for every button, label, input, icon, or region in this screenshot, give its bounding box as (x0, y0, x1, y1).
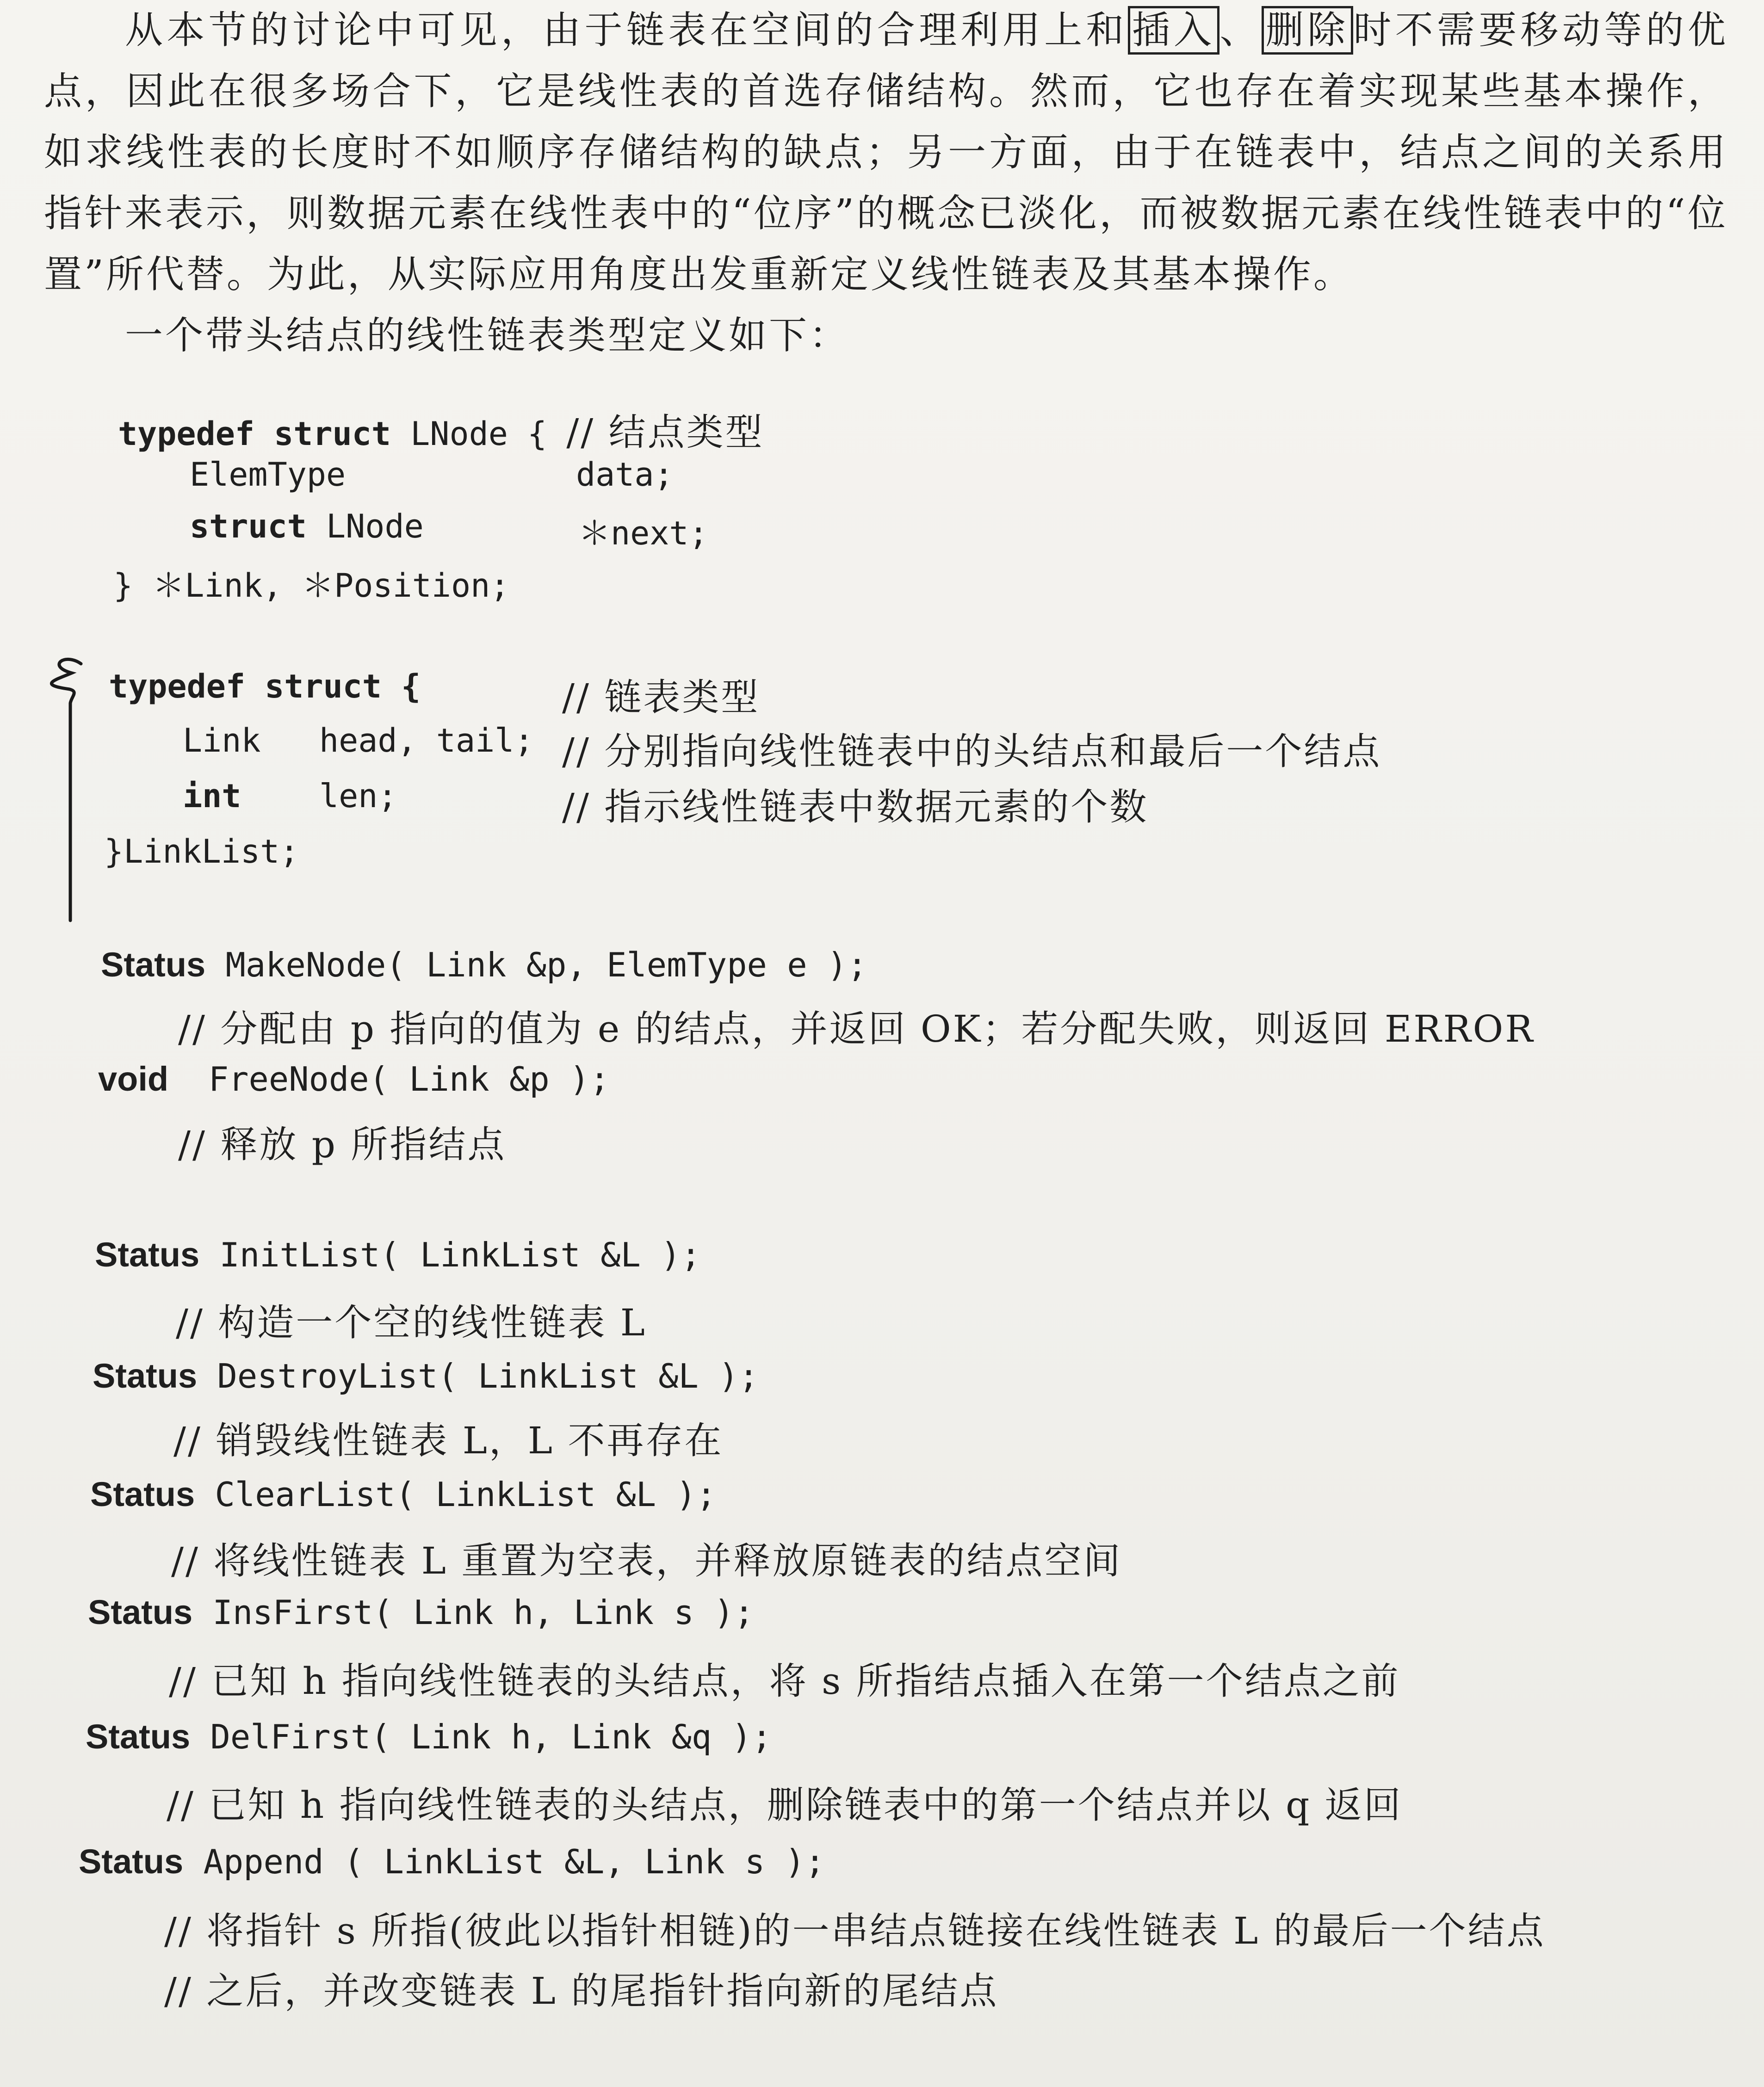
fn-clearlist-signature (90, 1475, 716, 1514)
fn-append-signature (79, 1842, 825, 1881)
para1-text-a: 从本节的讨论中可见，由于链表在空间的合理利用上和 (125, 8, 1128, 52)
struct-name: LNode { (391, 415, 567, 453)
code1-line-2 (190, 456, 674, 494)
return-type: Status (101, 945, 206, 984)
fn-insfirst-description: // 已知 h 指向线性链表的头结点，将 s 所指结点插入在第一个结点之前 (169, 1660, 1400, 1703)
code1-line-1 (118, 402, 764, 456)
signature: InsFirst( Link h, Link s ); (192, 1593, 754, 1632)
return-type: Status (95, 1235, 200, 1274)
signature: MakeNode( Link &p, ElemType e ); (205, 945, 867, 984)
return-type: Status (86, 1717, 191, 1756)
return-type: Status (88, 1593, 193, 1631)
fn-delfirst-description: // 已知 h 指向线性链表的头结点，删除链表中的第一个结点并以 q 返回 (167, 1784, 1403, 1827)
word-separator: 、 (1219, 8, 1262, 52)
kw-int: int (183, 777, 241, 815)
fn-destroylist-signature (93, 1356, 759, 1395)
fn-freenode-description: // 释放 p 所指结点 (178, 1123, 507, 1166)
field-type: ElemType (190, 456, 346, 494)
signature: InitList( LinkList &L ); (199, 1235, 701, 1274)
comment: // 结点类型 (566, 411, 764, 454)
boxed-word-delete: 删除 (1262, 6, 1354, 55)
return-type: Status (79, 1842, 184, 1881)
code2-line-1 (109, 667, 760, 719)
fn-clearlist-description: // 将线性链表 L 重置为空表，并释放原链表的结点空间 (171, 1539, 1122, 1582)
comment: // 链表类型 (562, 676, 760, 719)
code1-line-3 (190, 507, 708, 552)
field-decl: Link head, tail; (183, 722, 534, 759)
signature: DelFirst( Link h, Link &q ); (190, 1717, 772, 1756)
kw-typedef-struct: typedef struct (118, 415, 391, 453)
signature: DestroyList( LinkList &L ); (197, 1357, 759, 1395)
fn-makenode-description: // 分配由 p 指向的值为 e 的结点，并返回 OK；若分配失败，则返回 ERROR (178, 1007, 1535, 1050)
code1-line-4: } ＊Link, ＊Position; (113, 567, 510, 605)
para1-text-b: 时不需要移动等的优点，因此在很多场合下，它是线性表的首选存储结构。然而，它也存在着实现某些基本操作，如求线性表的长度时不如顺序存储结构的缺点；另一方面，由于在链表中，结点之间的关系用指针来表示，则数据元素在线性表中的“位序”的概念已淡化，而被数据元素在线性链表中的“位置”所代替。为此，从实际应用角度出发重新定义线性链表及其基本操作。 (44, 8, 1728, 296)
comment: // 分别指向线性链表中的头结点和最后一个结点 (562, 730, 1382, 773)
signature: FreeNode( Link &p ); (168, 1060, 610, 1099)
intro-prose (44, 0, 1728, 366)
fn-initlist-description: // 构造一个空的线性链表 L (176, 1301, 647, 1344)
code2-line-4: }LinkList; (104, 833, 299, 871)
return-type: void (98, 1060, 169, 1098)
comment: // 指示线性链表中数据元素的个数 (562, 785, 1149, 828)
paragraph-1 (44, 0, 1728, 305)
fn-append-description: // 将指针 s 所指(彼此以指针相链)的一串结点链接在线性链表 L 的最后一个结点 (164, 1909, 1546, 1952)
fn-append-description-cont: // 之后，并改变链表 L 的尾指针指向新的尾结点 (164, 1970, 999, 2013)
field-decl: len; (319, 777, 397, 815)
signature: Append ( LinkList &L, Link s ); (183, 1842, 825, 1881)
fn-initlist-signature (95, 1235, 701, 1274)
paragraph-2: 一个带头结点的线性链表类型定义如下： (125, 314, 850, 358)
fn-destroylist-description: // 销毁线性链表 L，L 不再存在 (173, 1419, 724, 1462)
fn-insfirst-signature (88, 1593, 754, 1632)
kw-struct: struct (190, 507, 307, 545)
handwritten-bracket-mark (28, 652, 102, 930)
field-type: LNode (306, 507, 424, 545)
return-type: Status (90, 1475, 195, 1513)
fn-freenode-signature (98, 1059, 610, 1099)
boxed-word-insert: 插入 (1128, 6, 1220, 55)
fn-makenode-signature (101, 945, 867, 984)
code2-line-3 (183, 777, 1149, 828)
return-type: Status (93, 1357, 198, 1395)
kw-typedef-struct: typedef struct { (109, 667, 421, 705)
code2-line-2 (183, 722, 1382, 773)
field-name: data; (576, 456, 674, 494)
fn-delfirst-signature (86, 1717, 772, 1756)
field-name: ＊next; (578, 514, 708, 552)
signature: ClearList( LinkList &L ); (195, 1475, 717, 1514)
